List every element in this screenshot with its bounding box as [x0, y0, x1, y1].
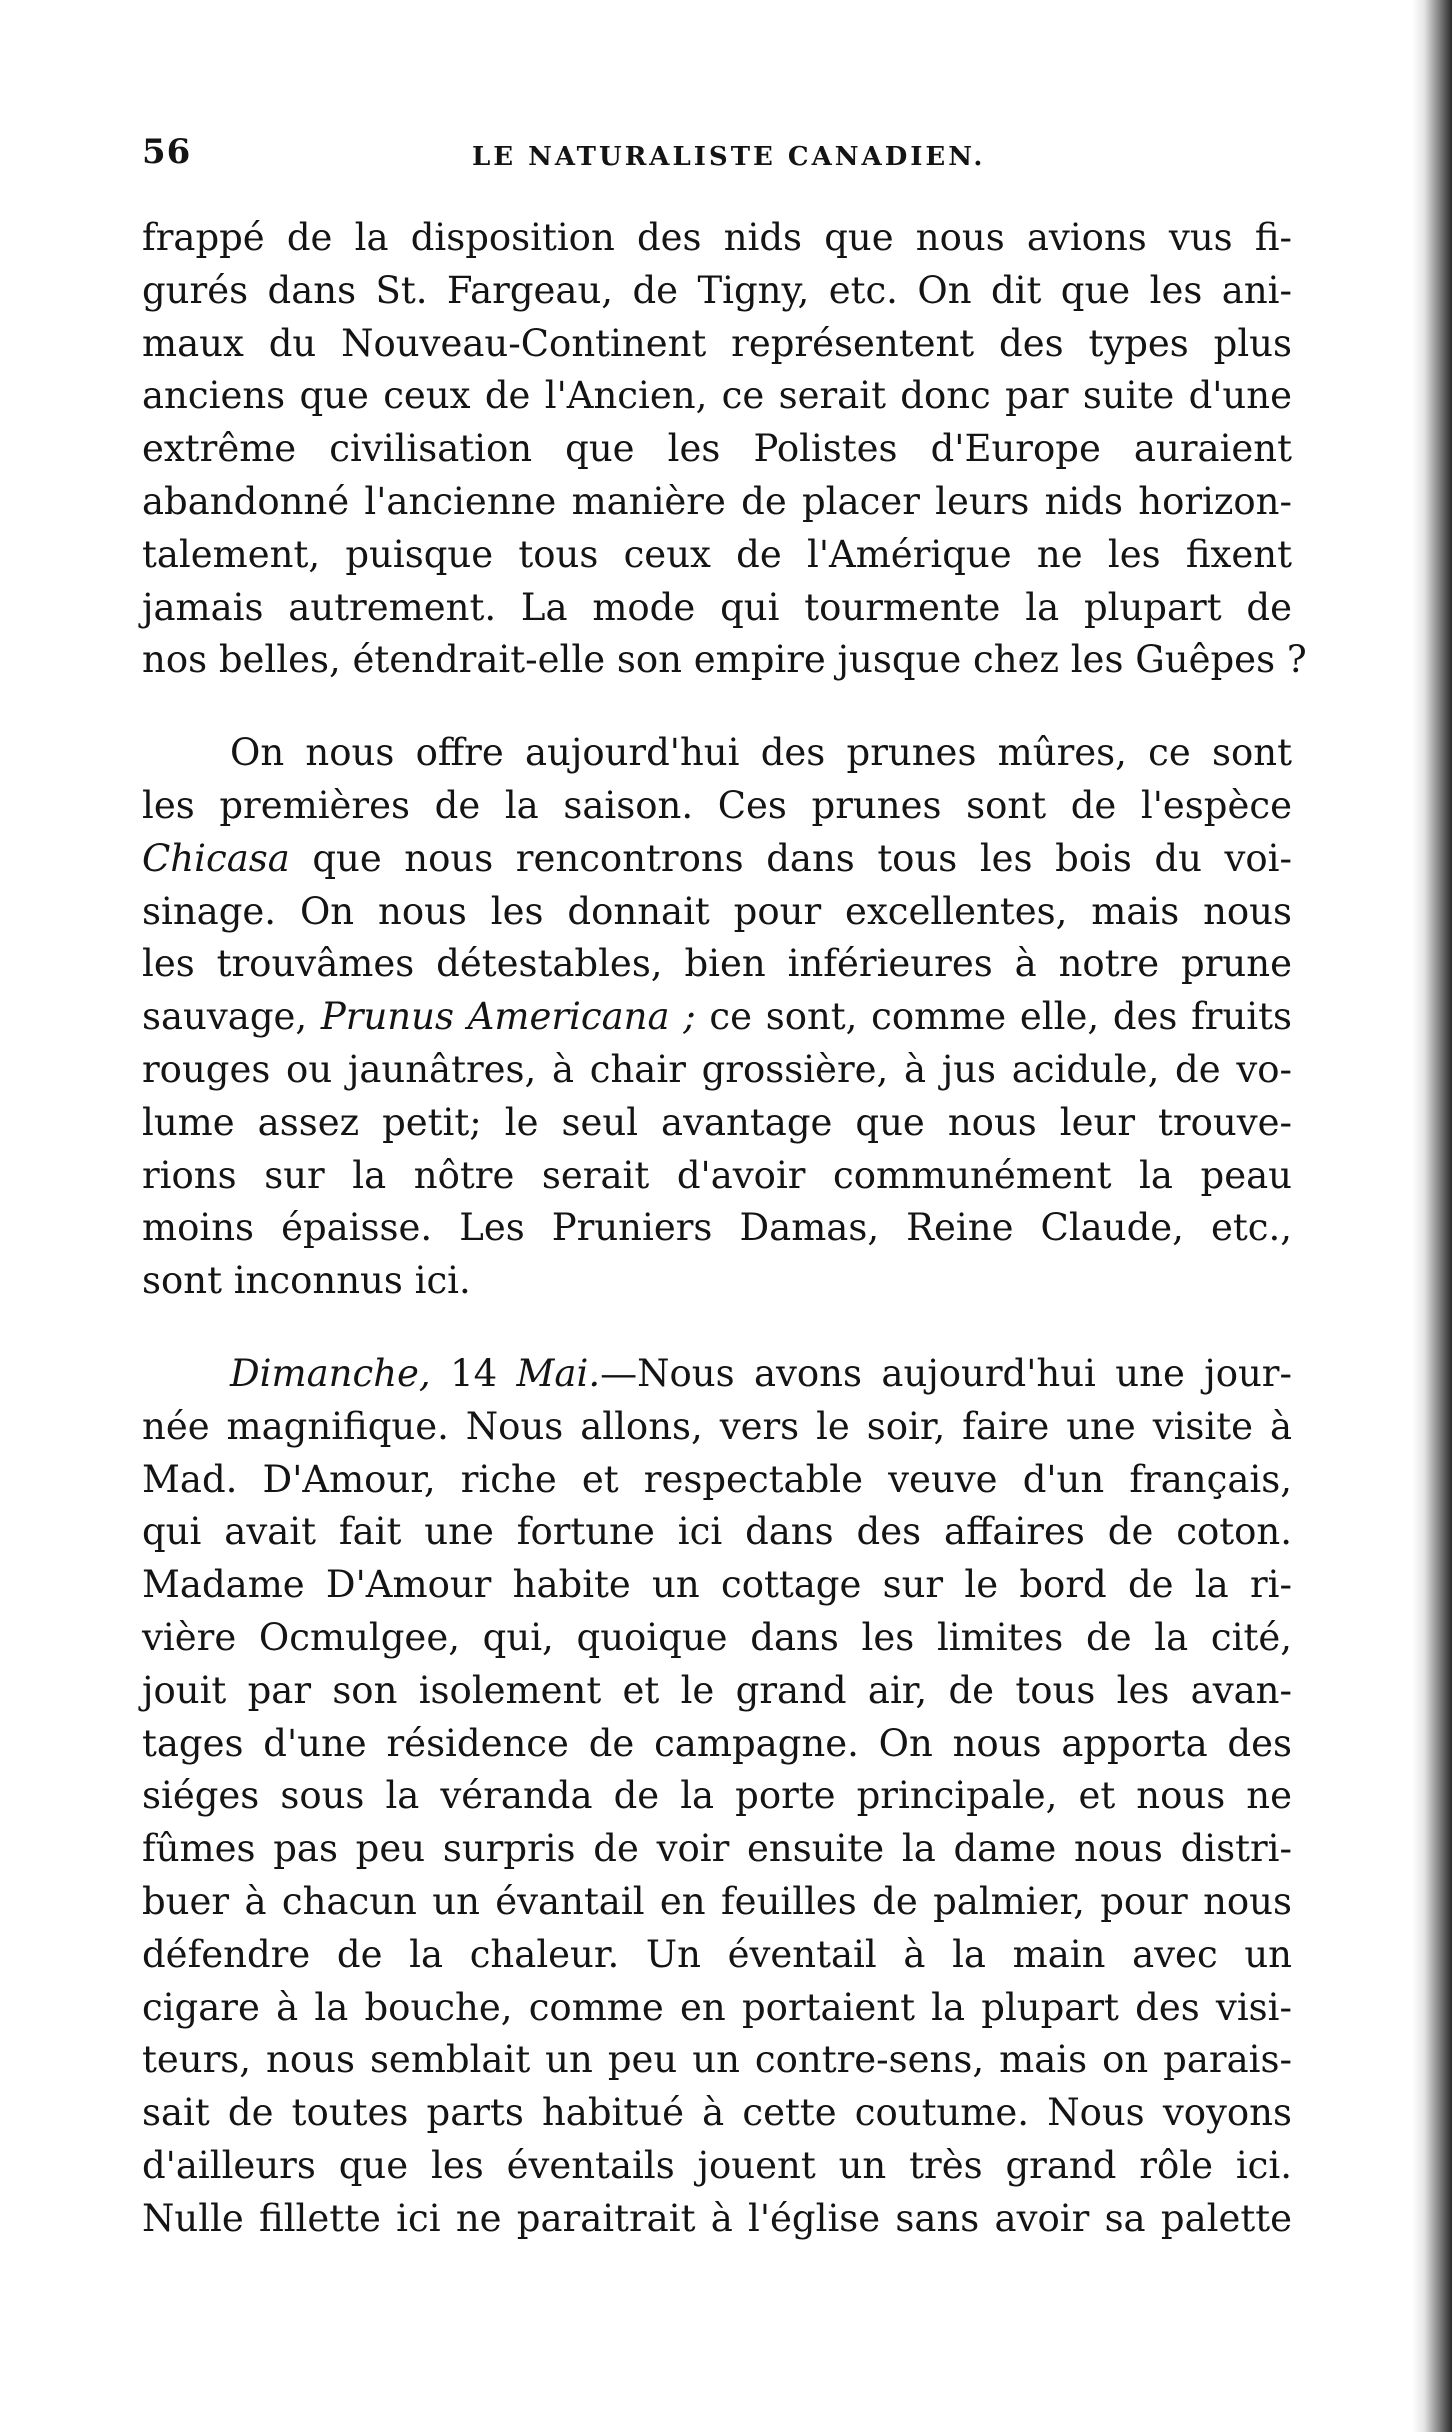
text-line: Nulle fillette ici ne paraitrait à l'église sans avoir sa palette: [142, 2196, 1292, 2240]
book-spine-edge: [1412, 0, 1452, 2432]
page-number: 56: [142, 132, 192, 172]
text-line: talement, puisque tous ceux de l'Amérique ne les fixent: [142, 532, 1292, 576]
text-line: [142, 991, 1292, 1044]
text-line: jouit par son isolement et le grand air, de tous les avan-: [142, 1668, 1292, 1712]
text-line: tages d'une résidence de campagne. On nous apporta des: [142, 1721, 1292, 1765]
text-line: jamais autrement. La mode qui tourmente la plupart de: [142, 585, 1292, 629]
text-line: sont inconnus ici.: [142, 1259, 471, 1303]
text-line: rouges ou jaunâtres, à chair grossière, à jus acidule, de vo-: [142, 1047, 1292, 1091]
text-line: [142, 833, 1292, 886]
paragraph: [142, 1348, 1292, 2246]
body-text: [142, 212, 1307, 2245]
text-line: gurés dans St. Fargeau, de Tigny, etc. On dit que les ani-: [142, 268, 1292, 312]
text-line: buer à chacun un évantail en feuilles de palmier, pour nous: [142, 1879, 1292, 1923]
text-line: siéges sous la véranda de la porte principale, et nous ne: [142, 1774, 1292, 1818]
text-fragment: ce sont, comme elle, des fruits: [695, 995, 1292, 1039]
text-fragment: —Nous avons aujourd'hui une jour-: [600, 1351, 1292, 1395]
text-fragment: 14: [430, 1351, 517, 1395]
text-line: lume assez petit; le seul avantage que nous leur trouve-: [142, 1100, 1292, 1144]
text-line: Mad. D'Amour, riche et respectable veuve d'un français,: [142, 1457, 1292, 1501]
text-line: On nous offre aujourd'hui des prunes mûres, ce sont: [230, 731, 1292, 775]
paragraph: [142, 212, 1307, 687]
text-line: frappé de la disposition des nids que nous avions vus fi-: [142, 216, 1292, 259]
text-line: teurs, nous semblait un peu un contre-sens, mais on parais-: [142, 2038, 1292, 2082]
text-line: vière Ocmulgee, qui, quoique dans les limites de la cité,: [142, 1615, 1292, 1659]
text-line: qui avait fait une fortune ici dans des affaires de coton.: [142, 1510, 1292, 1554]
italic-term: Chicasa: [142, 836, 290, 880]
paragraph: [142, 727, 1292, 1308]
italic-term: Mai.: [516, 1351, 601, 1395]
text-line: fûmes pas peu surpris de voir ensuite la dame nous distri-: [142, 1827, 1292, 1871]
italic-term: Prunus Americana ;: [320, 995, 696, 1039]
text-line: sinage. On nous les donnait pour excellentes, mais nous: [142, 889, 1292, 933]
text-line: les trouvâmes détestables, bien inférieures à notre prune: [142, 942, 1292, 986]
text-line: sait de toutes parts habitué à cette coutume. Nous voyons: [142, 2091, 1292, 2135]
text-line: d'ailleurs que les éventails jouent un très grand rôle ici.: [142, 2143, 1292, 2187]
text-line: rions sur la nôtre serait d'avoir communément la peau: [142, 1153, 1292, 1197]
text-line: défendre de la chaleur. Un éventail à la main avec un: [142, 1932, 1292, 1976]
text-line: abandonné l'ancienne manière de placer leurs nids horizon-: [142, 479, 1292, 523]
text-line: cigare à la bouche, comme en portaient la plupart des visi-: [142, 1985, 1292, 2029]
text-line: maux du Nouveau-Continent représentent des types plus: [142, 321, 1292, 365]
text-line: extrême civilisation que les Polistes d'Europe auraient: [142, 427, 1292, 471]
text-line: Madame D'Amour habite un cottage sur le bord de la ri-: [142, 1563, 1292, 1607]
running-head: LE NATURALISTE CANADIEN.: [472, 142, 986, 172]
text-line: nos belles, étendrait-elle son empire jusque chez les Guêpes ?: [142, 638, 1307, 682]
text-line: née magnifique. Nous allons, vers le soir, faire une visite à: [142, 1404, 1292, 1448]
text-line: anciens que ceux de l'Ancien, ce serait donc par suite d'une: [142, 374, 1292, 418]
text-line: les premières de la saison. Ces prunes sont de l'espèce: [142, 783, 1292, 827]
text-line: moins épaisse. Les Pruniers Damas, Reine Claude, etc.,: [142, 1206, 1292, 1250]
page-header: [142, 132, 1292, 182]
italic-term: Dimanche,: [230, 1351, 431, 1395]
text-fragment: que nous rencontrons dans tous les bois du voi-: [289, 836, 1292, 880]
text-fragment: sauvage,: [142, 995, 321, 1039]
text-line: [142, 1348, 1292, 1401]
